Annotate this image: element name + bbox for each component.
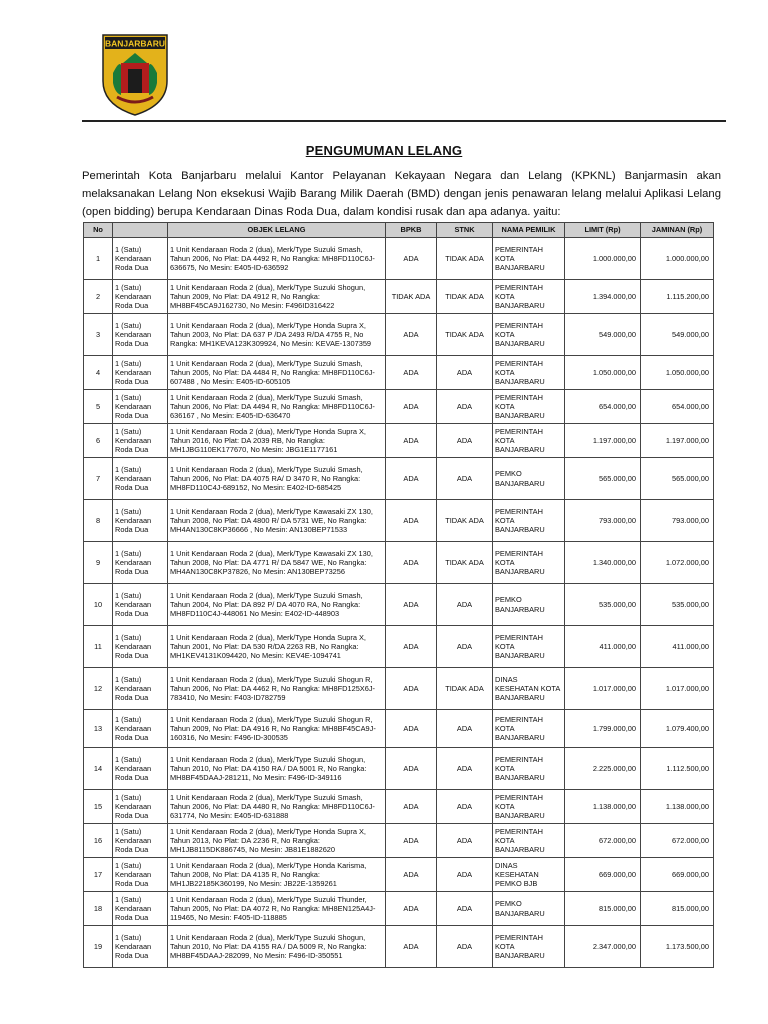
table-row <box>84 314 714 356</box>
table-row <box>84 356 714 390</box>
cell-jaminan: 1.079.400,00 <box>641 710 714 748</box>
cell-stnk: TIDAK ADA <box>437 542 493 584</box>
cell-pemilik: PEMERINTAH KOTA BANJARBARU <box>493 314 565 356</box>
cell-bpkb: ADA <box>386 238 437 280</box>
cell-jenis: 1 (Satu) Kendaraan Roda Dua <box>113 424 168 458</box>
cell-limit: 1.197.000,00 <box>565 424 641 458</box>
cell-jaminan: 672.000,00 <box>641 824 714 858</box>
cell-jaminan: 1.115.200,00 <box>641 280 714 314</box>
table-row <box>84 390 714 424</box>
cell-jaminan: 1.000.000,00 <box>641 238 714 280</box>
logo-text: BANJARBARU <box>105 38 165 49</box>
cell-bpkb: ADA <box>386 424 437 458</box>
cell-bpkb: ADA <box>386 748 437 790</box>
cell-jenis: 1 (Satu) Kendaraan Roda Dua <box>113 584 168 626</box>
cell-bpkb: ADA <box>386 710 437 748</box>
cell-jaminan: 411.000,00 <box>641 626 714 668</box>
cell-stnk: TIDAK ADA <box>437 500 493 542</box>
cell-stnk: ADA <box>437 584 493 626</box>
cell-limit: 1.050.000,00 <box>565 356 641 390</box>
table-row <box>84 458 714 500</box>
cell-pemilik: PEMERINTAH KOTA BANJARBARU <box>493 238 565 280</box>
cell-pemilik: PEMERINTAH KOTA BANJARBARU <box>493 824 565 858</box>
col-limit: LIMIT (Rp) <box>565 223 641 238</box>
cell-no: 2 <box>84 280 113 314</box>
cell-limit: 1.000.000,00 <box>565 238 641 280</box>
cell-objek: 1 Unit Kendaraan Roda 2 (dua), Merk/Type Honda Supra X, Tahun 2016, No Plat: DA 2039 RB, No Rangka: MH1JBG110EK177670, No Mesin: JBG1E1177161 <box>168 424 386 458</box>
cell-no: 19 <box>84 926 113 968</box>
cell-jaminan: 1.112.500,00 <box>641 748 714 790</box>
cell-stnk: ADA <box>437 858 493 892</box>
cell-jaminan: 565.000,00 <box>641 458 714 500</box>
cell-jenis: 1 (Satu) Kendaraan Roda Dua <box>113 458 168 500</box>
cell-objek: 1 Unit Kendaraan Roda 2 (dua), Merk/Type Kawasaki ZX 130, Tahun 2008, No Plat: DA 4771 R/ DA 5847 WE, No Rangka: MH4AN130C8KP37826, No Mesin: AN130BEP73256 <box>168 542 386 584</box>
cell-jenis: 1 (Satu) Kendaraan Roda Dua <box>113 314 168 356</box>
cell-objek: 1 Unit Kendaraan Roda 2 (dua), Merk/Type Suzuki Smash, Tahun 2006, No Plat: DA 4492 R, No Rangka: MH8FD110C6J-636675, No Mesin: E405-ID-636592 <box>168 238 386 280</box>
cell-jenis: 1 (Satu) Kendaraan Roda Dua <box>113 892 168 926</box>
cell-no: 1 <box>84 238 113 280</box>
cell-jenis: 1 (Satu) Kendaraan Roda Dua <box>113 542 168 584</box>
cell-objek: 1 Unit Kendaraan Roda 2 (dua), Merk/Type Suzuki Smash, Tahun 2005, No Plat: DA 4484 R, No Rangka: MH8FD110C6J-607488 , No Mesin: E405-ID-605105 <box>168 356 386 390</box>
cell-jenis: 1 (Satu) Kendaraan Roda Dua <box>113 710 168 748</box>
cell-bpkb: ADA <box>386 790 437 824</box>
cell-jaminan: 669.000,00 <box>641 858 714 892</box>
cell-bpkb: ADA <box>386 356 437 390</box>
cell-bpkb: ADA <box>386 892 437 926</box>
cell-jenis: 1 (Satu) Kendaraan Roda Dua <box>113 500 168 542</box>
table-row <box>84 926 714 968</box>
cell-jaminan: 535.000,00 <box>641 584 714 626</box>
cell-stnk: ADA <box>437 356 493 390</box>
cell-limit: 2.347.000,00 <box>565 926 641 968</box>
cell-stnk: ADA <box>437 824 493 858</box>
table-row <box>84 710 714 748</box>
cell-bpkb: ADA <box>386 858 437 892</box>
cell-stnk: ADA <box>437 892 493 926</box>
cell-no: 5 <box>84 390 113 424</box>
cell-bpkb: ADA <box>386 390 437 424</box>
cell-stnk: ADA <box>437 626 493 668</box>
cell-bpkb: ADA <box>386 926 437 968</box>
cell-pemilik: PEMERINTAH KOTA BANJARBARU <box>493 542 565 584</box>
cell-jaminan: 1.072.000,00 <box>641 542 714 584</box>
cell-objek: 1 Unit Kendaraan Roda 2 (dua), Merk/Type Honda Supra X, Tahun 2013, No Plat: DA 2236 R, No Rangka: MH1JB8115DK886745, No Mesin: JB81E1882620 <box>168 824 386 858</box>
cell-jaminan: 1.173.500,00 <box>641 926 714 968</box>
cell-objek: 1 Unit Kendaraan Roda 2 (dua), Merk/Type Suzuki Smash, Tahun 2006, No Plat: DA 4075 RA/ D 3470 R, No Rangka: MH8FD110C4J-689152, No Mesin: E402-ID-685425 <box>168 458 386 500</box>
table-row <box>84 542 714 584</box>
cell-jenis: 1 (Satu) Kendaraan Roda Dua <box>113 356 168 390</box>
cell-bpkb: ADA <box>386 584 437 626</box>
cell-stnk: TIDAK ADA <box>437 668 493 710</box>
cell-jenis: 1 (Satu) Kendaraan Roda Dua <box>113 238 168 280</box>
cell-no: 17 <box>84 858 113 892</box>
cell-objek: 1 Unit Kendaraan Roda 2 (dua), Merk/Type Kawasaki ZX 130, Tahun 2008, No Plat: DA 4800 R/ DA 5731 WE, No Rangka: MH4AN130C8KP36666 , No Mesin: AN130BEP71533 <box>168 500 386 542</box>
table-row <box>84 892 714 926</box>
cell-jenis: 1 (Satu) Kendaraan Roda Dua <box>113 280 168 314</box>
cell-pemilik: PEMERINTAH KOTA BANJARBARU <box>493 390 565 424</box>
cell-bpkb: ADA <box>386 500 437 542</box>
table-row <box>84 858 714 892</box>
cell-limit: 1.017.000,00 <box>565 668 641 710</box>
col-jenis <box>113 223 168 238</box>
cell-pemilik: PEMERINTAH KOTA BANJARBARU <box>493 748 565 790</box>
cell-limit: 672.000,00 <box>565 824 641 858</box>
cell-bpkb: TIDAK ADA <box>386 280 437 314</box>
cell-jenis: 1 (Satu) Kendaraan Roda Dua <box>113 926 168 968</box>
cell-pemilik: PEMERINTAH KOTA BANJARBARU <box>493 926 565 968</box>
cell-stnk: TIDAK ADA <box>437 280 493 314</box>
cell-pemilik: PEMKO BANJARBARU <box>493 458 565 500</box>
cell-pemilik: PEMERINTAH KOTA BANJARBARU <box>493 280 565 314</box>
auction-table <box>83 222 714 968</box>
cell-limit: 549.000,00 <box>565 314 641 356</box>
cell-jaminan: 1.050.000,00 <box>641 356 714 390</box>
cell-no: 8 <box>84 500 113 542</box>
cell-limit: 1.138.000,00 <box>565 790 641 824</box>
cell-jaminan: 549.000,00 <box>641 314 714 356</box>
cell-stnk: ADA <box>437 748 493 790</box>
cell-stnk: ADA <box>437 458 493 500</box>
cell-bpkb: ADA <box>386 626 437 668</box>
cell-no: 14 <box>84 748 113 790</box>
col-no: No <box>84 223 113 238</box>
cell-objek: 1 Unit Kendaraan Roda 2 (dua), Merk/Type Suzuki Smash, Tahun 2006, No Plat: DA 4494 R, No Rangka: MH8FD110C6J-636167 , No Mesin: E405-ID-636470 <box>168 390 386 424</box>
cell-limit: 654.000,00 <box>565 390 641 424</box>
cell-limit: 793.000,00 <box>565 500 641 542</box>
cell-pemilik: DINAS KESEHATAN KOTA BANJARBARU <box>493 668 565 710</box>
cell-no: 4 <box>84 356 113 390</box>
col-jaminan: JAMINAN (Rp) <box>641 223 714 238</box>
cell-objek: 1 Unit Kendaraan Roda 2 (dua), Merk/Type Suzuki Smash, Tahun 2004, No Plat: DA 892 P/ DA 4070 RA, No Rangka: MH8FD110C4J-448061 No Mesin: E402-ID-448903 <box>168 584 386 626</box>
cell-pemilik: PEMERINTAH KOTA BANJARBARU <box>493 500 565 542</box>
table-row <box>84 626 714 668</box>
cell-stnk: TIDAK ADA <box>437 238 493 280</box>
header-divider <box>82 120 726 122</box>
cell-no: 3 <box>84 314 113 356</box>
cell-objek: 1 Unit Kendaraan Roda 2 (dua), Merk/Type Honda Supra X, Tahun 2001, No Plat: DA 530 R/DA 2263 RB, No Rangka: MH1KEV4131K094420, No Mesin: KEV4E-1094741 <box>168 626 386 668</box>
cell-limit: 535.000,00 <box>565 584 641 626</box>
cell-jenis: 1 (Satu) Kendaraan Roda Dua <box>113 390 168 424</box>
cell-jenis: 1 (Satu) Kendaraan Roda Dua <box>113 748 168 790</box>
cell-objek: 1 Unit Kendaraan Roda 2 (dua), Merk/Type Suzuki Shogun, Tahun 2009, No Plat: DA 4912 R, No Rangka: MH8BF45CA9J162730, No Mesin: F496ID316422 <box>168 280 386 314</box>
cell-limit: 669.000,00 <box>565 858 641 892</box>
table-row <box>84 824 714 858</box>
page-title: PENGUMUMAN LELANG <box>305 143 463 158</box>
cell-jaminan: 1.197.000,00 <box>641 424 714 458</box>
cell-pemilik: PEMERINTAH KOTA BANJARBARU <box>493 710 565 748</box>
banjarbaru-logo <box>101 33 169 117</box>
table-body <box>84 238 714 968</box>
cell-jaminan: 793.000,00 <box>641 500 714 542</box>
cell-pemilik: PEMKO BANJARBARU <box>493 584 565 626</box>
col-bpkb: BPKB <box>386 223 437 238</box>
cell-pemilik: PEMKO BANJARBARU <box>493 892 565 926</box>
cell-jenis: 1 (Satu) Kendaraan Roda Dua <box>113 858 168 892</box>
cell-limit: 1.394.000,00 <box>565 280 641 314</box>
table-row <box>84 238 714 280</box>
cell-limit: 1.799.000,00 <box>565 710 641 748</box>
cell-objek: 1 Unit Kendaraan Roda 2 (dua), Merk/Type Suzuki Smash, Tahun 2006, No Plat: DA 4480 R, No Rangka: MH8FD110C6J-631774, No Mesin: E405-ID-631888 <box>168 790 386 824</box>
cell-pemilik: PEMERINTAH KOTA BANJARBARU <box>493 626 565 668</box>
col-stnk: STNK <box>437 223 493 238</box>
cell-no: 7 <box>84 458 113 500</box>
cell-pemilik: PEMERINTAH KOTA BANJARBARU <box>493 790 565 824</box>
intro-paragraph: Pemerintah Kota Banjarbaru melalui Kantor Pelayanan Kekayaan Negara dan Lelang (KPKNL) Banjarmasin akan melaksanakan Lelang Non eksekusi Wajib Barang Milik Daerah (BMD) dengan jenis penawaran lelang melalui Aplikasi Lelang (open bidding) berupa Kendaraan Dinas Roda Dua, dalam kondisi rusak dan apa adanya. yaitu: <box>82 170 721 218</box>
cell-jenis: 1 (Satu) Kendaraan Roda Dua <box>113 790 168 824</box>
cell-jenis: 1 (Satu) Kendaraan Roda Dua <box>113 626 168 668</box>
table-row <box>84 668 714 710</box>
cell-jenis: 1 (Satu) Kendaraan Roda Dua <box>113 668 168 710</box>
cell-limit: 815.000,00 <box>565 892 641 926</box>
cell-no: 6 <box>84 424 113 458</box>
table-row <box>84 280 714 314</box>
cell-objek: 1 Unit Kendaraan Roda 2 (dua), Merk/Type Suzuki Shogun, Tahun 2010, No Plat: DA 4155 RA / DA 5009 R, No Rangka: MH8BF45DAAJ-282099, No Mesin: F496-ID-350551 <box>168 926 386 968</box>
cell-bpkb: ADA <box>386 542 437 584</box>
cell-objek: 1 Unit Kendaraan Roda 2 (dua), Merk/Type Suzuki Shogun R, Tahun 2006, No Plat: DA 4462 R, No Rangka: MH8FD125X6J-783410, No Mesin: F403-ID782759 <box>168 668 386 710</box>
col-pemilik: NAMA PEMILIK <box>493 223 565 238</box>
cell-limit: 2.225.000,00 <box>565 748 641 790</box>
cell-stnk: ADA <box>437 926 493 968</box>
table-row <box>84 500 714 542</box>
cell-bpkb: ADA <box>386 824 437 858</box>
cell-limit: 411.000,00 <box>565 626 641 668</box>
cell-stnk: ADA <box>437 424 493 458</box>
cell-objek: 1 Unit Kendaraan Roda 2 (dua), Merk/Type Honda Karisma, Tahun 2008, No Plat: DA 4135 R, No Rangka: MH1JB22185K360199, No Mesin: JB22E-1359261 <box>168 858 386 892</box>
table-row <box>84 748 714 790</box>
table-row <box>84 584 714 626</box>
table-row <box>84 790 714 824</box>
cell-objek: 1 Unit Kendaraan Roda 2 (dua), Merk/Type Honda Supra X, Tahun 2003, No Plat: DA 637 P /DA 2493 R/DA 4755 R, No Rangka: MH1KEVA123K309924, No Mesin: KEVAE-1307359 <box>168 314 386 356</box>
cell-stnk: TIDAK ADA <box>437 314 493 356</box>
cell-pemilik: PEMERINTAH KOTA BANJARBARU <box>493 424 565 458</box>
cell-objek: 1 Unit Kendaraan Roda 2 (dua), Merk/Type Suzuki Shogun, Tahun 2010, No Plat: DA 4150 RA / DA 5001 R, No Rangka: MH8BF45DAAJ-281211, No Mesin: F496-ID-349116 <box>168 748 386 790</box>
cell-bpkb: ADA <box>386 314 437 356</box>
cell-pemilik: PEMERINTAH KOTA BANJARBARU <box>493 356 565 390</box>
cell-objek: 1 Unit Kendaraan Roda 2 (dua), Merk/Type Suzuki Thunder, Tahun 2005, No Plat: DA 4072 R, No Rangka: MH8EN125A4J-119465, No Mesin: F405-ID-118885 <box>168 892 386 926</box>
cell-stnk: ADA <box>437 390 493 424</box>
cell-stnk: ADA <box>437 790 493 824</box>
cell-no: 13 <box>84 710 113 748</box>
table-header-row <box>84 223 714 238</box>
cell-jaminan: 815.000,00 <box>641 892 714 926</box>
cell-pemilik: DINAS KESEHATAN PEMKO BJB <box>493 858 565 892</box>
cell-bpkb: ADA <box>386 458 437 500</box>
cell-jaminan: 1.138.000,00 <box>641 790 714 824</box>
cell-no: 15 <box>84 790 113 824</box>
cell-limit: 1.340.000,00 <box>565 542 641 584</box>
cell-no: 16 <box>84 824 113 858</box>
col-objek: OBJEK LELANG <box>168 223 386 238</box>
cell-jaminan: 654.000,00 <box>641 390 714 424</box>
cell-no: 11 <box>84 626 113 668</box>
cell-no: 10 <box>84 584 113 626</box>
cell-jaminan: 1.017.000,00 <box>641 668 714 710</box>
cell-objek: 1 Unit Kendaraan Roda 2 (dua), Merk/Type Suzuki Shogun R, Tahun 2009, No Plat: DA 4916 R, No Rangka: MH8BF45CA9J-160316, No Mesin: F496-ID-300535 <box>168 710 386 748</box>
cell-no: 12 <box>84 668 113 710</box>
cell-no: 18 <box>84 892 113 926</box>
table-row <box>84 424 714 458</box>
cell-no: 9 <box>84 542 113 584</box>
cell-stnk: ADA <box>437 710 493 748</box>
cell-jenis: 1 (Satu) Kendaraan Roda Dua <box>113 824 168 858</box>
cell-bpkb: ADA <box>386 668 437 710</box>
city-crest-icon <box>101 33 169 117</box>
cell-limit: 565.000,00 <box>565 458 641 500</box>
